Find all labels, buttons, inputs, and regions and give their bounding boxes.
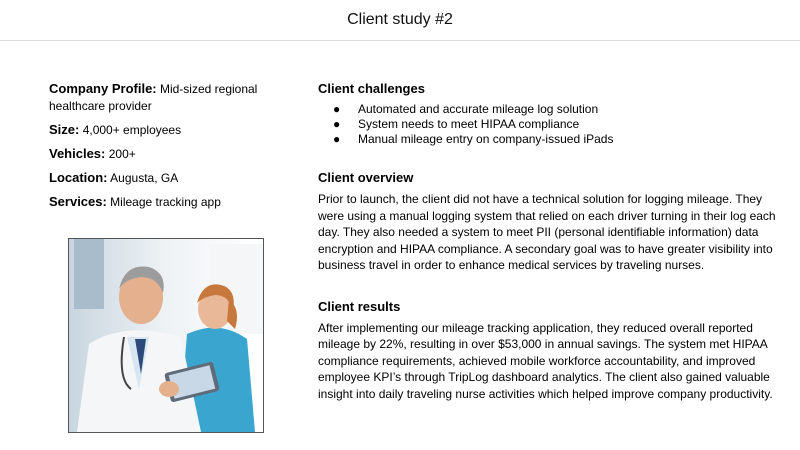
bullet-icon: ● [333, 117, 341, 131]
challenges-list [318, 102, 778, 147]
list-item: ● Automated and accurate mileage log solution [333, 102, 599, 116]
overview-text: Prior to launch, the client did not have a technical solution for logging mileage. They were using a manual logging system that relied on each driver turning in their log each day. They also needed a system to meet PII (personal identifiable information) data encryption and HIPAA compliance. A secondary goal was to have greater visibility into business travel in order to enhance medical services by traveling nurses. [318, 192, 776, 272]
profile-label: Company Profile: [49, 81, 157, 96]
list-item: ● System needs to meet HIPAA compliance [333, 117, 580, 131]
bullet-icon: ● [333, 102, 341, 116]
profile-location [49, 169, 309, 187]
profile-company [49, 80, 309, 115]
overview-heading: Client overview [318, 170, 414, 185]
slide-header [0, 0, 800, 41]
profile-vehicles [49, 145, 309, 163]
page-title: Client study #2 [347, 11, 453, 28]
profile-label: Services: [49, 194, 107, 209]
profile-value: 200+ [108, 147, 136, 161]
profile-value: Mileage tracking app [110, 195, 221, 209]
challenges-heading: Client challenges [318, 81, 425, 96]
profile-label: Location: [49, 170, 108, 185]
results-heading: Client results [318, 298, 401, 314]
profile-services [49, 193, 309, 211]
profile-value: Mid-sized regional healthcare provider [49, 82, 258, 113]
results-text: After implementing our mileage tracking application, they reduced overall reported mileage by 22%, resulting in over $53,000 in annual savings. The system met HIPAA compliance requirements, achieved mobile workforce accountability, and improved employee KPI’s through TripLog dashboard analytics. The client also gained valuable insight into daily traveling nurse activities which helped improve company productivity. [318, 320, 773, 401]
doctor-nurse-photo [68, 238, 264, 433]
profile-value: Augusta, GA [110, 171, 179, 185]
client-details [318, 80, 778, 402]
bullet-icon: ● [333, 132, 341, 146]
profile-label: Size: [49, 122, 80, 137]
profile-value: 4,000+ employees [82, 123, 182, 137]
profile-size [49, 121, 309, 139]
profile-label: Vehicles: [49, 146, 106, 161]
list-item: ● Manual mileage entry on company-issued iPads [333, 132, 614, 146]
company-profile [49, 80, 309, 217]
